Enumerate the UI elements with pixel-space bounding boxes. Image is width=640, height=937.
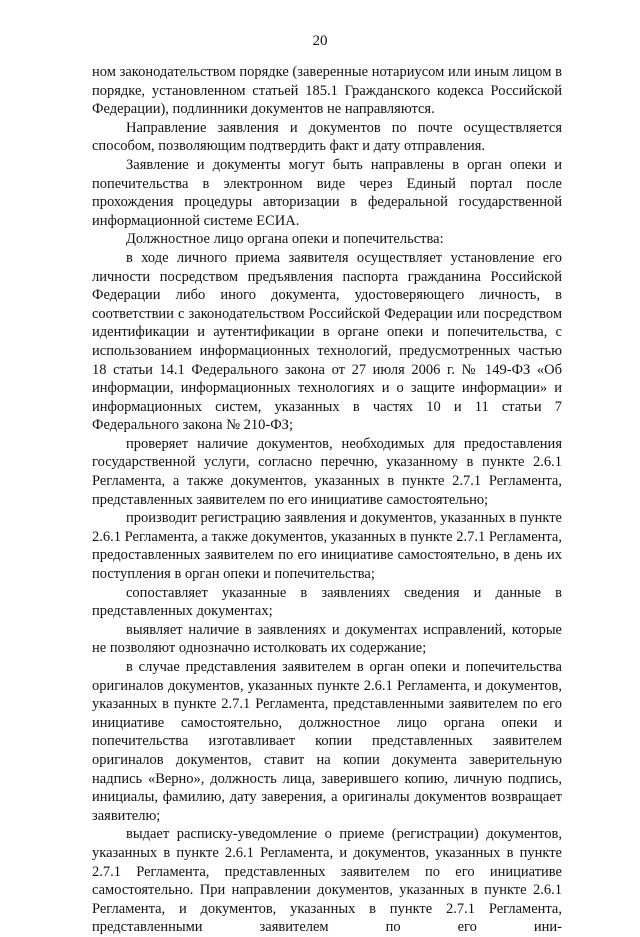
- paragraph-2: Направление заявления и документов по почте осуществляется способом, позволяющим подтвердить факт и дату отправления.: [92, 119, 562, 155]
- page-number: 20: [312, 33, 328, 49]
- paragraph-4: Должностное лицо органа опеки и попечительства:: [126, 231, 444, 248]
- paragraph-6: проверяет наличие документов, необходимых для предоставления государственной услуги, согласно перечню, указанному в пункте 2.6.1 Регламента, а также документов, указанных в пункте 2.7.1 Регламента, представленных заявителем по его инициативе самостоятельно;: [92, 435, 562, 508]
- paragraph-5: в ходе личного приема заявителя осуществляет установление его личности посредством предъявления паспорта гражданина Российской Федерации либо иного документа, удостоверяющего личность, в соответствии с законодательством Российской Федерации или посредством идентификации и аутентификации в органе опеки и попечительства, с использованием информационных технологий, предусмотренных частью 18 статьи 14.1 Федерального закона от 27 июля 2006 г. № 149-ФЗ «Об информации, информационных технологиях и о защите информации» и информационных систем, указанных в частях 10 и 11 статьи 7 Федерального закона № 210-ФЗ;: [92, 249, 562, 434]
- paragraph-10: в случае представления заявителем в орган опеки и попечительства оригиналов документов, указанных пункте 2.6.1 Регламента, и документов, указанных в пункте 2.7.1 Регламента, представленными заявителем по его инициативе самостоятельно, должностное лицо органа опеки и попечительства изготавливает копии представленных заявителем оригиналов документов, ставит на копии документа заверительную надпись «Верно», должность лица, заверившего копию, личную подпись, инициалы, фамилию, дату заверения, а оригиналы документов возвращает заявителю;: [92, 659, 562, 824]
- paragraph-9: выявляет наличие в заявлениях и документах исправлений, которые не позволяют однозначно истолковать их содержание;: [92, 621, 562, 657]
- paragraph-1: ном законодательством порядке (заверенные нотариусом или иным лицом в порядке, установленном статьей 185.1 Гражданского кодекса Российской Федерации), подлинники документов не направляются.: [92, 64, 562, 118]
- paragraph-11: выдает расписку-уведомление о приеме (регистрации) документов, указанных в пункте 2.6.1 Регламента, и документов, указанных в пункте 2.7.1 Регламента, представленных заявителем по его инициативе самостоятельно. При направлении документов, указанных в пункте 2.6.1 Регламента, и документов, указанных в пункте 2.7.1 Регламента, представленными заявителем по его ини-: [92, 826, 562, 936]
- paragraph-8: сопоставляет указанные в заявлениях сведения и данные в представленных документах;: [92, 584, 562, 620]
- paragraph-7: производит регистрацию заявления и документов, указанных в пункте 2.6.1 Регламента, а также документов, указанных в пункте 2.7.1 Регламента, предоставленных заявителем по его инициативе самостоятельно, в день их поступления в орган опеки и попечительства;: [92, 510, 562, 583]
- body-text: [92, 63, 562, 937]
- paragraph-3: Заявление и документы могут быть направлены в орган опеки и попечительства в электронном виде через Единый портал после прохождения процедуры авторизации в федеральной государственной информационной системе ЕСИА.: [92, 156, 562, 229]
